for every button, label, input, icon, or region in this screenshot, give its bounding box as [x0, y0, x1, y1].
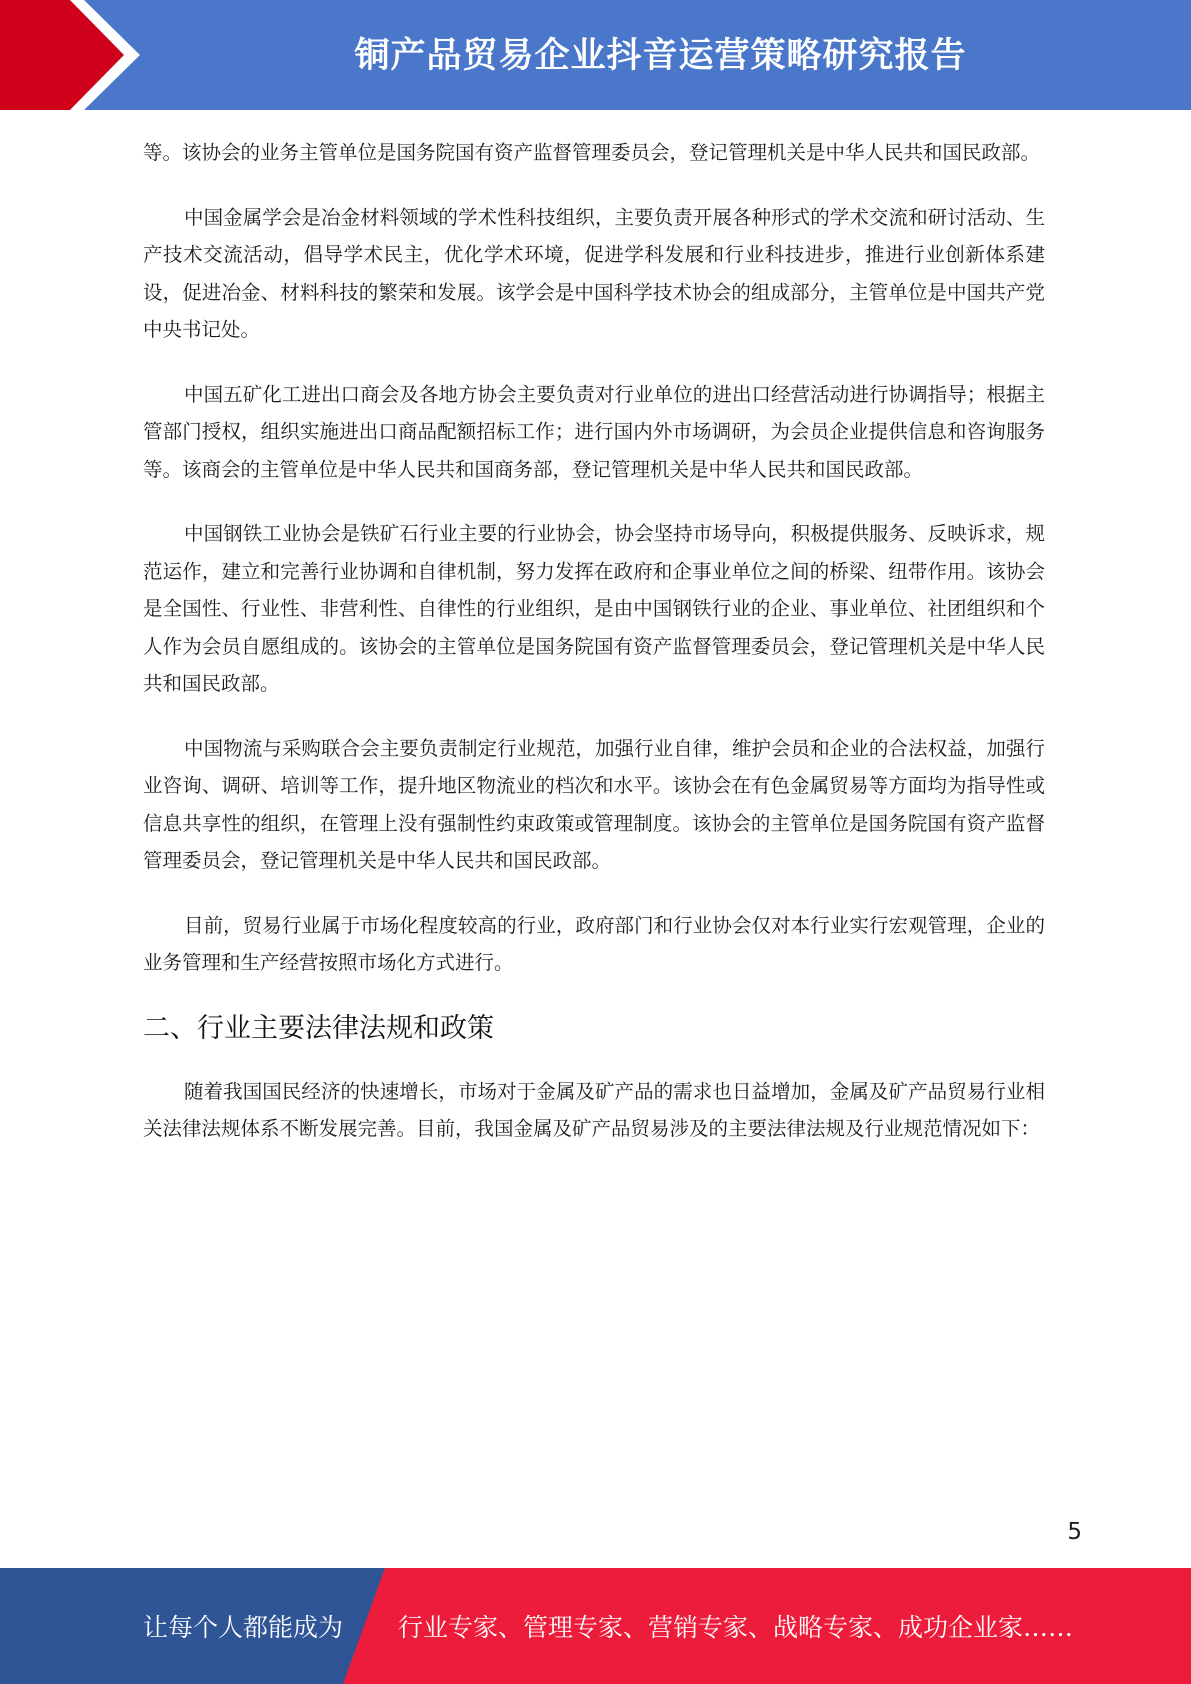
section-heading: 二、行业主要法律法规和政策: [143, 1012, 494, 1044]
header-chevron-icon: [0, 0, 160, 110]
body-paragraph: 中国物流与采购联合会主要负责制定行业规范，加强行业自律，维护会员和企业的合法权益，加强行业咨询、调研、培训等工作，提升地区物流业的档次和水平。该协会在有色金属贸易等方面均为指导性或信息共享性的组织，在管理上没有强制性约束政策或管理制度。该协会的主管单位是国务院国有资产监督管理委员会，登记管理机关是中华人民共和国民政部。: [143, 736, 1045, 872]
footer-slogan-left: 让每个人都能成为: [143, 1613, 344, 1642]
page-footer: [0, 1568, 1191, 1684]
footer-slogan-right: 行业专家、管理专家、营销专家、战略专家、成功企业家……: [398, 1613, 1074, 1642]
body-paragraph: 中国钢铁工业协会是铁矿石行业主要的行业协会，协会坚持市场导向，积极提供服务、反映诉求，规范运作，建立和完善行业协调和自律机制，努力发挥在政府和企事业单位之间的桥梁、纽带作用。该协会是全国性、行业性、非营利性、自律性的行业组织，是由中国钢铁行业的企业、事业单位、社团组织和个人作为会员自愿组成的。该协会的主管单位是国务院国有资产监督管理委员会，登记管理机关是中华人民共和国民政部。: [143, 522, 1045, 695]
page-header: [0, 0, 1191, 110]
body-paragraph: 目前，贸易行业属于市场化程度较高的行业，政府部门和行业协会仅对本行业实行宏观管理，企业的业务管理和生产经营按照市场化方式进行。: [143, 913, 1045, 974]
report-title: 铜产品贸易企业抖音运营策略研究报告: [354, 36, 967, 76]
page-number: 5: [1067, 1519, 1082, 1545]
body-paragraph: 中国金属学会是冶金材料领域的学术性科技组织，主要负责开展各种形式的学术交流和研讨活动、生产技术交流活动，倡导学术民主，优化学术环境，促进学科发展和行业科技进步，推进行业创新体系建设，促进冶金、材料科技的繁荣和发展。该学会是中国科学技术协会的组成部分，主管单位是中国共产党中央书记处。: [143, 205, 1045, 341]
body-paragraph: 随着我国国民经济的快速增长，市场对于金属及矿产品的需求也日益增加，金属及矿产品贸易行业相关法律法规体系不断发展完善。目前，我国金属及矿产品贸易涉及的主要法律法规及行业规范情况如下：: [143, 1079, 1045, 1140]
page-body: [143, 134, 1045, 1175]
body-paragraph: 中国五矿化工进出口商会及各地方协会主要负责对行业单位的进出口经营活动进行协调指导；根据主管部门授权，组织实施进出口商品配额招标工作；进行国内外市场调研，为会员企业提供信息和咨询服务等。该商会的主管单位是中华人民共和国商务部，登记管理机关是中华人民共和国民政部。: [143, 382, 1045, 481]
body-paragraph: 等。该协会的业务主管单位是国务院国有资产监督管理委员会，登记管理机关是中华人民共和国民政部。: [143, 141, 1041, 164]
